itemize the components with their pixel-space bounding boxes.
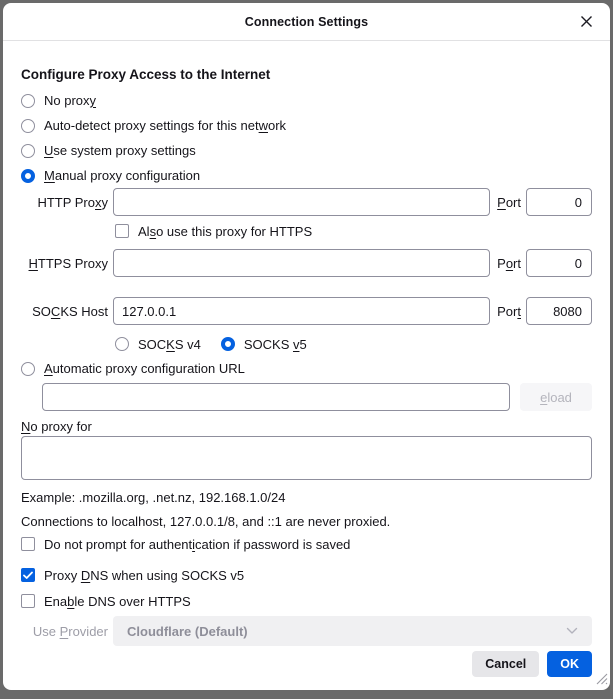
checkbox-box [21,594,35,608]
resize-grip-icon [594,671,608,685]
auto-config-url-input[interactable] [42,383,510,411]
connection-settings-dialog [3,3,610,690]
http-port-input[interactable] [526,188,592,216]
radio-socks-v5[interactable] [221,332,307,356]
no-proxy-example-text: Example: .mozilla.org, .net.nz, 192.168.1.0/24 [21,490,286,505]
resize-grip[interactable] [594,671,608,688]
http-proxy-label: HTTP Proxy [37,194,108,210]
radio-label: Auto-detect proxy settings for this network [44,118,287,133]
socks-port-label: Port [497,303,521,319]
checkbox-label: Proxy DNS when using SOCKS v5 [44,567,245,583]
radio-circle [21,119,35,133]
checkbox-label: Also use this proxy for HTTPS [138,223,313,239]
checkbox-no-prompt-auth[interactable] [21,532,592,556]
dialog-content [3,41,610,677]
http-proxy-row [21,188,592,216]
socks-host-input[interactable] [113,297,490,325]
dialog-title: Connection Settings [244,14,369,29]
socks-host-row [21,297,592,325]
radio-label: Automatic proxy configuration URL [44,361,245,376]
dialog-footer [21,651,592,677]
https-proxy-row [21,249,592,277]
dialog-titlebar [3,3,610,41]
radio-circle-selected [221,337,235,351]
cancel-button[interactable]: Cancel [472,651,539,677]
reload-label: eload [540,389,572,405]
checkbox-label: Enable DNS over HTTPS [44,593,191,609]
radio-auto-config-url[interactable] [21,356,592,381]
https-port-input[interactable] [526,249,592,277]
doh-provider-row [21,616,592,646]
radio-no-proxy[interactable] [21,88,592,113]
checkbox-label: Do not prompt for authentication if password is saved [44,536,351,552]
checkbox-proxy-dns[interactable] [21,563,592,587]
use-provider-label: Use Provider [32,623,108,639]
checkbox-box [21,537,35,551]
radio-system-proxy[interactable] [21,138,592,163]
localhost-note-text: Connections to localhost, 127.0.0.1/8, and ::1 are never proxied. [21,514,391,529]
radio-circle [21,94,35,108]
checkbox-also-https[interactable] [115,219,592,243]
socks-port-input[interactable] [526,297,592,325]
ok-button[interactable]: OK [547,651,592,677]
socks-host-label: SOCKS Host [32,303,108,319]
http-proxy-input[interactable] [113,188,490,216]
radio-label: SOCKS v5 [243,336,307,352]
radio-label: Manual proxy configuration [44,168,201,183]
radio-circle [115,337,129,351]
close-button[interactable] [575,11,597,33]
radio-manual-proxy[interactable] [21,163,592,188]
close-icon [580,15,593,28]
chevron-down-icon [566,627,578,635]
radio-circle [21,362,35,376]
no-proxy-for-label: No proxy for [21,419,92,434]
radio-label: No proxy [44,93,97,108]
socks-version-row [115,332,592,356]
checkmark-icon [23,571,33,580]
checkbox-box [115,224,129,238]
https-proxy-label: HTTPS Proxy [28,255,108,271]
auto-config-url-row [42,383,592,411]
reload-button [520,383,592,411]
radio-circle [21,144,35,158]
https-proxy-input[interactable] [113,249,490,277]
provider-dropdown-value: Cloudflare (Default) [127,623,248,639]
http-port-label: Port [497,194,521,210]
radio-circle-selected [21,169,35,183]
radio-label: SOCKS v4 [138,336,201,352]
checkbox-enable-doh[interactable] [21,589,592,613]
checkbox-box-checked [21,568,35,582]
https-port-label: Port [497,255,521,271]
radio-socks-v4[interactable] [115,332,201,356]
radio-label: Use system proxy settings [44,143,196,158]
provider-dropdown [113,616,592,646]
no-proxy-for-textarea[interactable] [21,436,592,480]
radio-auto-detect[interactable] [21,113,592,138]
page-title: Configure Proxy Access to the Internet [21,67,271,82]
